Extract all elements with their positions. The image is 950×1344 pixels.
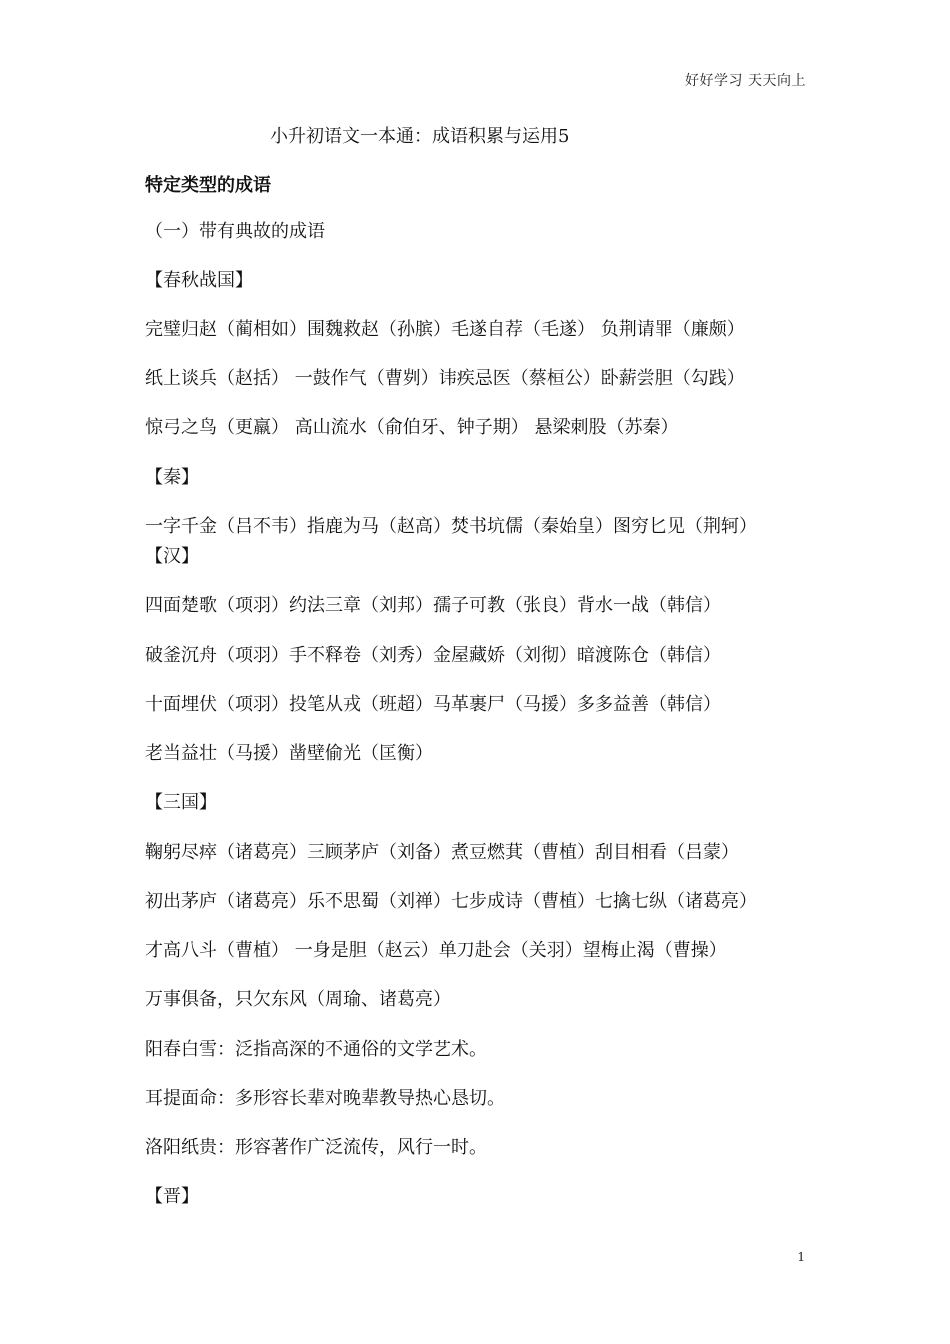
idiom-line: 万事俱备，只欠东风（周瑜、诸葛亮） [145, 989, 451, 1010]
category-heading-qin: 【秦】 [145, 467, 199, 488]
subsection-heading: （一）带有典故的成语 [145, 221, 325, 242]
document-title: 小升初语文一本通：成语积累与运用5 [270, 126, 570, 147]
idiom-line: 惊弓之鸟（更羸） 高山流水（俞伯牙、钟子期） 悬梁刺股（苏秦） [145, 417, 679, 438]
header-motto: 好好学习 天天向上 [685, 73, 806, 89]
idiom-line: 纸上谈兵（赵括） 一鼓作气（曹刿）讳疾忌医（蔡桓公）卧薪尝胆（勾践） [145, 368, 745, 389]
idiom-line: 一字千金（吕不韦）指鹿为马（赵高）焚书坑儒（秦始皇）图穷匕见（荆轲） [145, 516, 757, 537]
idiom-line: 鞠躬尽瘁（诸葛亮）三顾茅庐（刘备）煮豆燃萁（曹植）刮目相看（吕蒙） [145, 842, 739, 863]
idiom-line: 破釜沉舟（项羽）手不释卷（刘秀）金屋藏娇（刘彻）暗渡陈仓（韩信） [145, 645, 721, 666]
category-heading-spring-autumn: 【春秋战国】 [145, 270, 253, 291]
section-heading: 特定类型的成语 [145, 175, 271, 196]
idiom-line: 初出茅庐（诸葛亮）乐不思蜀（刘禅）七步成诗（曹植）七擒七纵（诸葛亮） [145, 891, 757, 912]
idiom-line: 十面埋伏（项羽）投笔从戎（班超）马革裹尸（马援）多多益善（韩信） [145, 694, 721, 715]
idiom-line: 老当益壮（马援）凿壁偷光（匡衡） [145, 743, 433, 764]
category-heading-three-kingdoms: 【三国】 [145, 792, 217, 813]
idiom-line: 完璧归赵（蔺相如）围魏救赵（孙膑）毛遂自荐（毛遂） 负荆请罪（廉颇） [145, 319, 745, 340]
idiom-line: 才高八斗（曹植） 一身是胆（赵云）单刀赴会（关羽）望梅止渴（曹操） [145, 940, 727, 961]
category-heading-han: 【汉】 [145, 546, 199, 567]
idiom-line: 四面楚歌（项羽）约法三章（刘邦）孺子可教（张良）背水一战（韩信） [145, 595, 721, 616]
idiom-definition: 耳提面命：多形容长辈对晚辈教导热心恳切。 [145, 1088, 505, 1109]
page-number: 1 [797, 1250, 805, 1264]
idiom-definition: 阳春白雪：泛指高深的不通俗的文学艺术。 [145, 1039, 487, 1060]
category-heading-jin: 【晋】 [145, 1186, 199, 1207]
idiom-definition: 洛阳纸贵：形容著作广泛流传，风行一时。 [145, 1137, 487, 1158]
